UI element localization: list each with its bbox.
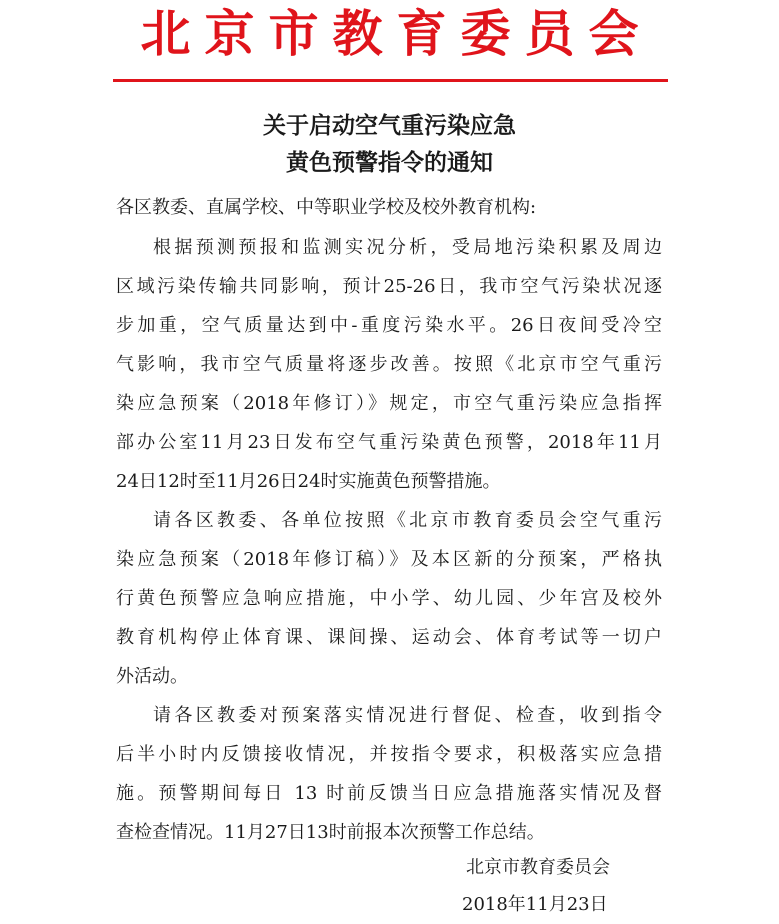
signature-date: 2018年11月23日 [462, 894, 608, 915]
red-divider-line [113, 79, 668, 82]
paragraph-line: 行黄色预警应急响应措施，中小学、幼儿园、少年宫及校外 [116, 588, 662, 609]
notice-title-line-2: 黄色预警指令的通知 [286, 149, 493, 176]
paragraph-line: 染应急预案（2018年修订）》规定，市空气重污染应急指挥 [116, 393, 662, 414]
paragraph-line: 气影响，我市空气质量将逐步改善。按照《北京市空气重污 [116, 354, 662, 375]
paragraph-line: 区域污染传输共同影响，预计25-26日，我市空气污染状况逐 [116, 276, 662, 297]
paragraph-line: 部办公室11月23日发布空气重污染黄色预警，2018年11月 [116, 432, 662, 453]
paragraph-line: 教育机构停止体育课、课间操、运动会、体育考试等一切户 [116, 627, 662, 648]
paragraph-line: 外活动。 [116, 666, 188, 687]
letterhead-title: 北京市教育委员会 [140, 4, 653, 63]
paragraph-line: 请各区教委对预案落实情况进行督促、检查，收到指令 [153, 705, 662, 726]
paragraph-line: 24日12时至11月26日24时实施黄色预警措施。 [116, 471, 501, 492]
paragraph-line: 根据预测预报和监测实况分析，受局地污染积累及周边 [153, 237, 662, 258]
salutation: 各区教委、直属学校、中等职业学校及校外教育机构: [116, 197, 537, 218]
paragraph-line: 请各区教委、各单位按照《北京市教育委员会空气重污 [153, 510, 662, 531]
paragraph-line: 查检查情况。11月27日13时前报本次预警工作总结。 [116, 822, 545, 843]
signature-organization: 北京市教育委员会 [466, 857, 610, 878]
paragraph-line: 步加重，空气质量达到中-重度污染水平。26日夜间受冷空 [116, 315, 662, 336]
paragraph-line: 染应急预案（2018年修订稿）》及本区新的分预案，严格执 [116, 549, 662, 570]
paragraph-line: 施。预警期间每日 13 时前反馈当日应急措施落实情况及督 [116, 783, 662, 804]
paragraph-line: 后半小时内反馈接收情况，并按指令要求，积极落实应急措 [116, 744, 662, 765]
notice-title-line-1: 关于启动空气重污染应急 [263, 112, 516, 139]
